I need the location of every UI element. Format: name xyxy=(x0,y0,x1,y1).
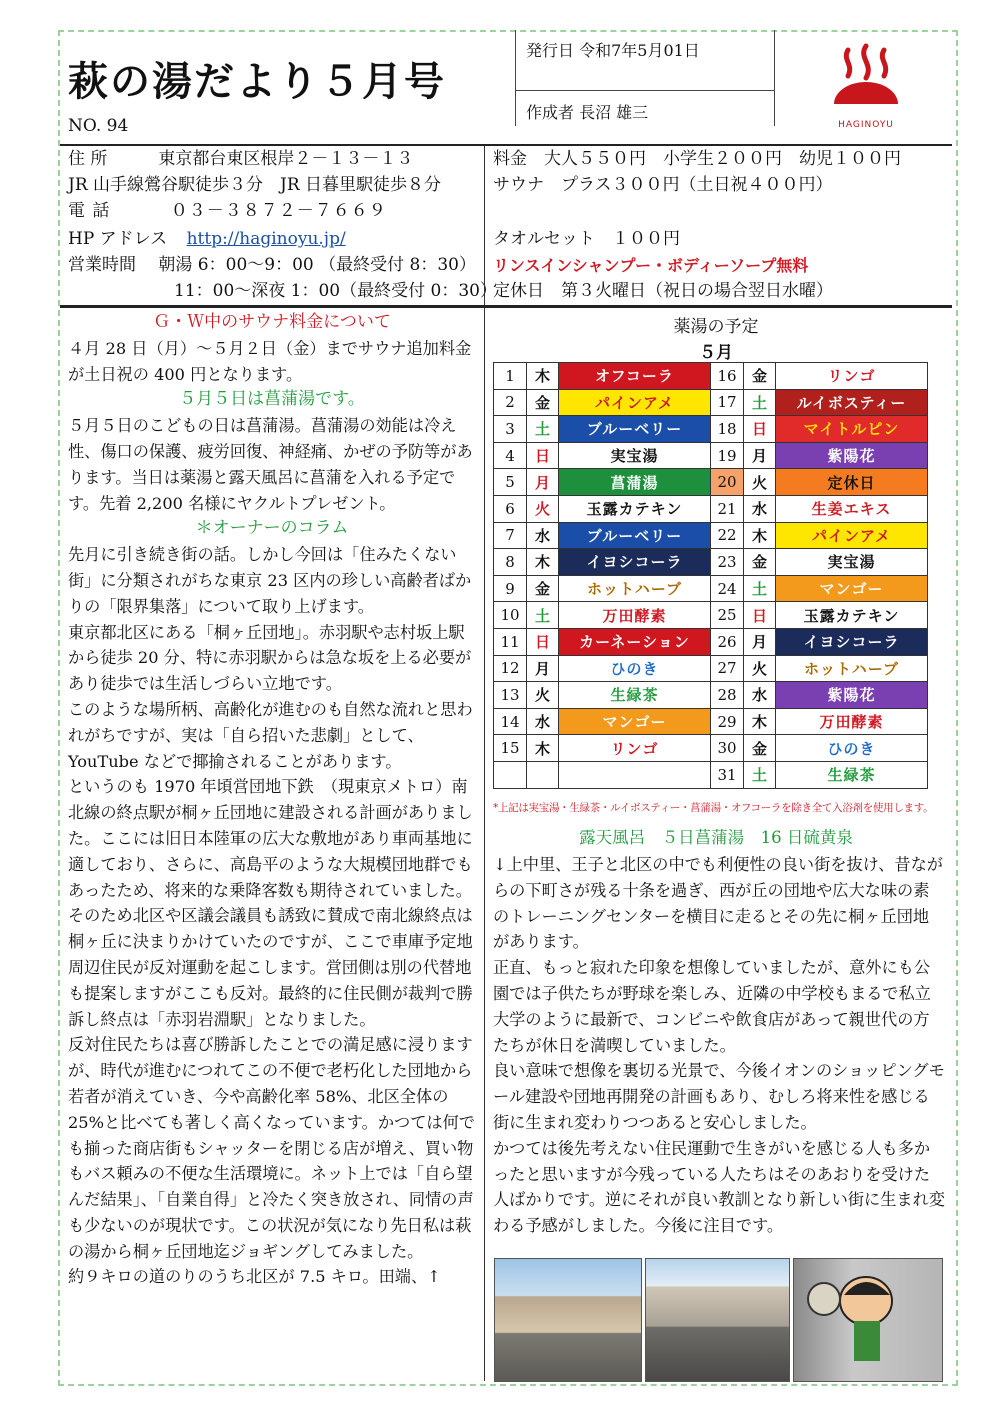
schedule-date-number: 10 xyxy=(494,602,527,629)
schedule-row xyxy=(494,655,928,682)
schedule-row xyxy=(494,363,928,390)
schedule-weekday: 月 xyxy=(744,628,776,655)
schedule-bath-name: 実宝湯 xyxy=(776,549,928,576)
column-text-2: 東京都北区にある「桐ヶ丘団地」。赤羽駅や志村坂上駅から徒歩 20 分、特に赤羽駅からは急な坂を上る必要があり徒歩では生活しづらい立地です。 xyxy=(68,622,472,694)
schedule-bath-name: 定休日 xyxy=(776,469,928,496)
schedule-row xyxy=(494,442,928,469)
schedule-bath-name: イヨシコーラ xyxy=(776,628,928,655)
address: 住 所 東京都台東区根岸２－１３－１３ xyxy=(68,149,414,169)
schedule-weekday: 木 xyxy=(744,522,776,549)
schedule-date-number: 2 xyxy=(494,389,527,416)
yakuto-note: *上記は実宝湯・生緑茶・ルイボスティー・菖蒲湯・オフコーラを除き全て入浴剤を使用します。 xyxy=(493,802,934,814)
schedule-bath-name: 紫陽花 xyxy=(776,682,928,709)
schedule-bath-name: マンゴー xyxy=(776,575,928,602)
schedule-row xyxy=(494,735,928,762)
schedule-date-number: 8 xyxy=(494,549,527,576)
column-text-5: 反対住民たちは喜び勝訴したことでの満足感に浸りますが、時代が進むにつれてこの不便で老朽化した団地から若者が消えていき、今や高齢化率 58%、北区全体の 25%と比べても著しく高くなっています。かつては何でも揃った商店街もシャッターを閉じる店が増え、買い物もバス頼みの不便な生活環境に。ネット上では「自ら望んだ結果」、「自業自得」と冷たく突き放され、同情の声も少ないのが現状です。この状況が気になり先日私は萩の湯から桐ヶ丘団地迄ジョギングしてみました。 xyxy=(68,1035,475,1261)
schedule-weekday: 月 xyxy=(527,655,559,682)
right-column xyxy=(493,852,945,1239)
onsen-logo-icon xyxy=(828,42,904,122)
schedule-row xyxy=(494,575,928,602)
schedule-bath-name: 実宝湯 xyxy=(559,442,711,469)
schedule-weekday: 金 xyxy=(744,549,776,576)
schedule-weekday xyxy=(527,761,559,788)
schedule-weekday: 日 xyxy=(744,602,776,629)
rotenburo-schedule: 露天風呂 ５日菖蒲湯 16 日硫黄泉 xyxy=(579,828,853,847)
shobuyu-text: ５月５日のこどもの日は菖蒲湯。菖蒲湯の効能は冷え性、傷口の保護、疲労回復、神経痛、かぜの予防等があります。当日は薬湯と露天風呂に菖蒲を入れる予定です。先着 2,200 名様にヤクルトプレゼント。 xyxy=(68,416,473,513)
schedule-date-number: 20 xyxy=(711,469,744,496)
schedule-date-number: 24 xyxy=(711,575,744,602)
schedule-weekday: 金 xyxy=(527,389,559,416)
schedule-date-number: 6 xyxy=(494,495,527,522)
schedule-bath-name: 万田酵素 xyxy=(559,602,711,629)
schedule-date-number: 18 xyxy=(711,416,744,443)
schedule-bath-name: ルイボスティー xyxy=(776,389,928,416)
schedule-date-number: 27 xyxy=(711,655,744,682)
schedule-date-number: 30 xyxy=(711,735,744,762)
schedule-date-number: 26 xyxy=(711,628,744,655)
schedule-row xyxy=(494,602,928,629)
issue-meta-box xyxy=(515,30,775,126)
schedule-date-number: 16 xyxy=(711,363,744,390)
mural-character-icon xyxy=(794,1259,942,1381)
schedule-bath-name: カーネーション xyxy=(559,628,711,655)
schedule-date-number: 3 xyxy=(494,416,527,443)
schedule-weekday: 金 xyxy=(527,575,559,602)
schedule-weekday: 土 xyxy=(744,575,776,602)
schedule-bath-name: 玉露カテキン xyxy=(776,602,928,629)
schedule-weekday: 土 xyxy=(527,602,559,629)
schedule-row xyxy=(494,682,928,709)
schedule-bath-name: リンゴ xyxy=(559,735,711,762)
schedule-weekday: 金 xyxy=(744,735,776,762)
hours-day: 11：00～深夜 1：00（最終受付 0：30） xyxy=(174,281,497,301)
heading-owner-column: ＊オーナーのコラム xyxy=(195,518,349,539)
schedule-weekday: 水 xyxy=(527,708,559,735)
issue-date: 発行日 令和7年5月01日 xyxy=(526,41,700,60)
schedule-bath-name: ブルーベリー xyxy=(559,522,711,549)
yakuto-schedule-table xyxy=(493,362,928,789)
photo-shutter-mural xyxy=(793,1258,943,1382)
column-text-8: 正直、もっと寂れた印象を想像していましたが、意外にも公園では子供たちが野球を楽しみ、近隣の中学校もまるで私立大学のように最新で、コンビニや飲食店があって親世代の方たちが休日を満喫していました。 xyxy=(493,958,931,1055)
schedule-bath-name: 生緑茶 xyxy=(559,682,711,709)
hours-morning: 営業時間 朝湯 6：00～9：00 （最終受付 8：30） xyxy=(68,255,476,275)
schedule-bath-name: ホットハーブ xyxy=(776,655,928,682)
schedule-weekday: 火 xyxy=(744,655,776,682)
schedule-bath-name: パインアメ xyxy=(559,389,711,416)
issue-number: NO. 94 xyxy=(68,116,129,136)
schedule-date-number: 31 xyxy=(711,761,744,788)
schedule-row xyxy=(494,708,928,735)
schedule-bath-name: パインアメ xyxy=(776,522,928,549)
schedule-row xyxy=(494,628,928,655)
schedule-row xyxy=(494,389,928,416)
schedule-row xyxy=(494,549,928,576)
schedule-weekday: 日 xyxy=(744,416,776,443)
newsletter-title: 萩の湯だより５月号 xyxy=(68,59,446,105)
homepage-row xyxy=(68,226,346,252)
schedule-date-number: 4 xyxy=(494,442,527,469)
schedule-date-number: 21 xyxy=(711,495,744,522)
closed-day: 定休日 第３火曜日（祝日の場合翌日水曜） xyxy=(493,281,833,301)
schedule-date-number: 22 xyxy=(711,522,744,549)
schedule-weekday: 水 xyxy=(744,682,776,709)
schedule-weekday: 木 xyxy=(527,735,559,762)
yakuto-month: ５月 xyxy=(699,343,733,363)
yakuto-title: 薬湯の予定 xyxy=(673,317,759,337)
left-column xyxy=(68,310,476,1290)
schedule-date-number: 28 xyxy=(711,682,744,709)
column-text-1: 先月に引き続き街の話。しかし今回は「住みたくない街」に分類されがちな東京 23 区内の珍しい高齢者ばかりの「限界集落」について取り上げます。 xyxy=(68,545,472,616)
schedule-weekday: 木 xyxy=(527,549,559,576)
schedule-row xyxy=(494,416,928,443)
schedule-weekday: 日 xyxy=(527,442,559,469)
schedule-date-number: 23 xyxy=(711,549,744,576)
schedule-bath-name: 菖蒲湯 xyxy=(559,469,711,496)
schedule-weekday: 火 xyxy=(527,682,559,709)
schedule-weekday: 火 xyxy=(744,469,776,496)
column-text-3: このような場所柄、高齢化が進むのも自然な流れと思われがちですが、実は「自ら招いた悲劇」として、YouTube などで揶揄されることがあります。 xyxy=(68,699,473,771)
schedule-bath-name: 紫陽花 xyxy=(776,442,928,469)
schedule-weekday: 火 xyxy=(527,495,559,522)
schedule-bath-name: 生姜エキス xyxy=(776,495,928,522)
schedule-bath-name: ひのき xyxy=(559,655,711,682)
schedule-date-number: 9 xyxy=(494,575,527,602)
schedule-bath-name: オフコーラ xyxy=(559,363,711,390)
schedule-date-number: 29 xyxy=(711,708,744,735)
schedule-date-number: 12 xyxy=(494,655,527,682)
column-text-4: というのも 1970 年頃営団地下鉄 （現東京メトロ）南北線の終点駅が桐ヶ丘団地に建設される計画がありました。ここには旧日本陸軍の広大な敷地があり車両基地に適しており、さらに、高島平のような大規模団地群でもあったため、将来的な乗降客数も期待されていました。そのため北区や区議会議員も誘致に賛成で南北線終点は桐ヶ丘に決まりかけていたのですが、ここで車庫予定地周辺住民が反対運動を起こします。営団側は別の代替地も提案しますがここも反対。最終的に住民側が裁判で勝訴し終点は「赤羽岩淵駅」となりました。 xyxy=(68,777,473,1029)
schedule-date-number: 15 xyxy=(494,735,527,762)
logo-text: HAGINOYU xyxy=(838,120,894,130)
schedule-bath-name: マンゴー xyxy=(559,708,711,735)
schedule-bath-name: 生緑茶 xyxy=(776,761,928,788)
schedule-bath-name: ブルーベリー xyxy=(559,416,711,443)
column-text-7: ↓上中里、王子と北区の中でも利便性の良い街を抜け、昔ながらの下町さが残る十条を過ぎ、西が丘の団地や広大な味の素のトレーニングセンターを横目に走るとその先に桐ヶ丘団地があります。 xyxy=(493,855,943,952)
schedule-weekday: 水 xyxy=(744,495,776,522)
schedule-weekday: 水 xyxy=(527,522,559,549)
photo-shopping-street xyxy=(645,1258,790,1382)
schedule-row xyxy=(494,495,928,522)
photo-apartment-block xyxy=(494,1258,642,1382)
access: JR 山手線鶯谷駅徒歩３分 JR 日暮里駅徒歩８分 xyxy=(68,175,442,195)
schedule-weekday: 月 xyxy=(527,469,559,496)
column-text-9: 良い意味で想像を裏切る光景で、今後イオンのショッピングモール建設や団地再開発の計画もあり、むしろ将来性を感じる街に生まれ変わりつつあると安心しました。 xyxy=(493,1061,945,1132)
schedule-date-number: 13 xyxy=(494,682,527,709)
heading-shobuyu: ５月５日は菖蒲湯です。 xyxy=(179,389,365,410)
schedule-date-number: 14 xyxy=(494,708,527,735)
schedule-weekday: 日 xyxy=(527,628,559,655)
schedule-weekday: 金 xyxy=(744,363,776,390)
schedule-weekday: 木 xyxy=(527,363,559,390)
sauna-price: サウナ プラス３００円（土日祝４００円） xyxy=(493,175,833,195)
author: 作成者 長沼 雄三 xyxy=(526,103,649,122)
schedule-bath-name: リンゴ xyxy=(776,363,928,390)
homepage-link[interactable]: http://haginoyu.jp/ xyxy=(186,229,346,249)
schedule-weekday: 月 xyxy=(744,442,776,469)
column-text-10: かつては後先考えない住民運動で生きがいを感じる人も多かったと思いますが今残っている人たちはそのあおりを受けた人ばかりです。逆にそれが良い教訓となり新しい街に生まれ変わる予感がしました。今後に注目です。 xyxy=(493,1138,945,1236)
schedule-date-number: 5 xyxy=(494,469,527,496)
schedule-weekday: 土 xyxy=(527,416,559,443)
schedule-bath-name: 万田酵素 xyxy=(776,708,928,735)
schedule-row xyxy=(494,469,928,496)
column-divider xyxy=(484,146,485,1381)
price: 料金 大人５５０円 小学生２００円 幼児１００円 xyxy=(493,149,901,169)
schedule-date-number: 11 xyxy=(494,628,527,655)
free-amenities: リンスインシャンプー・ボディーソープ無料 xyxy=(493,256,809,275)
schedule-weekday: 土 xyxy=(744,761,776,788)
column-text-6: 約９キロの道のりのうち北区が 7.5 キロ。田端、↑ xyxy=(68,1267,441,1287)
schedule-date-number: 25 xyxy=(711,602,744,629)
schedule-date-number xyxy=(494,761,527,788)
schedule-date-number: 19 xyxy=(711,442,744,469)
schedule-date-number: 7 xyxy=(494,522,527,549)
schedule-bath-name: ホットハーブ xyxy=(559,575,711,602)
schedule-bath-name: イヨシコーラ xyxy=(559,549,711,576)
phone: 電 話 ０３－３８７２－７６６９ xyxy=(68,201,387,221)
schedule-weekday: 土 xyxy=(744,389,776,416)
schedule-bath-name: 玉露カテキン xyxy=(559,495,711,522)
schedule-row xyxy=(494,522,928,549)
hp-label: HP アドレス xyxy=(68,229,168,249)
towel-set: タオルセット １００円 xyxy=(493,229,680,249)
heading-gw-sauna: Ｇ・Ｗ中のサウナ料金について xyxy=(153,312,391,332)
schedule-bath-name: ひのき xyxy=(776,735,928,762)
schedule-bath-name: マイトルピン xyxy=(776,416,928,443)
haginoyu-logo xyxy=(828,42,904,130)
schedule-date-number: 1 xyxy=(494,363,527,390)
schedule-date-number: 17 xyxy=(711,389,744,416)
schedule-bath-name xyxy=(559,761,711,788)
gw-sauna-text: ４月 28 日（月）～５月２日（金）までサウナ追加料金が土日祝の 400 円となります。 xyxy=(68,338,472,384)
schedule-row xyxy=(494,761,928,788)
schedule-weekday: 木 xyxy=(744,708,776,735)
